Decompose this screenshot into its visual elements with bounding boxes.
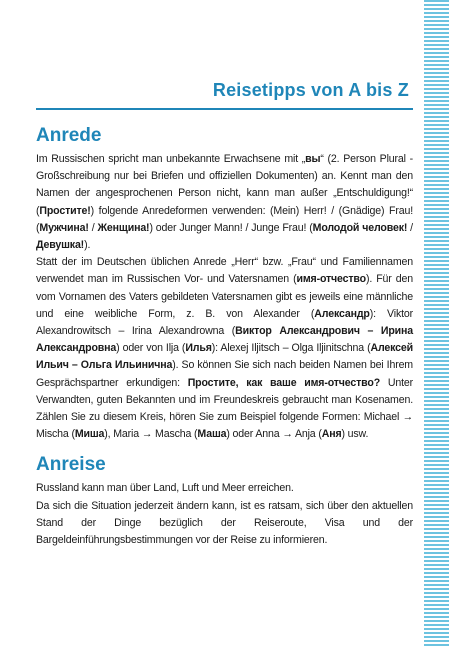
paragraph: Russland kann man über Land, Luft und Meer erreichen.	[36, 482, 294, 495]
page-title: Reisetipps von A bis Z	[212, 80, 409, 100]
title-divider	[36, 108, 413, 110]
paragraph: Im Russischen spricht man unbekannte Erwachsene mit „вы“ (2. Person Plural - Großschreibung nur bei Briefen und offiziellen Dokumenten) an. Kennt man den Namen der angesprochenen Person nicht, kann man außer „Entschuldigung!“ (Простите!) folgende Anredeformen verwenden: (Mein) Herr! / (Gnädige) Frau! (Мужчина! / Женщина!) oder Junger Mann! / Junge Frau! (Молодой человек! / Девушка!).	[36, 153, 413, 252]
russian-term: Молодой человек!	[312, 221, 408, 234]
russian-term: Простите, как ваше имя-отчество?	[187, 376, 381, 389]
russian-term: вы	[305, 153, 321, 165]
russian-term: Простите!	[39, 204, 91, 217]
russian-term: Женщина!	[97, 221, 150, 234]
russian-term: Виктор Александрович – Ирина Александровна	[36, 325, 413, 355]
paragraph: Da sich die Situation jederzeit ändern kann, ist es ratsam, sich über den aktuellen Stand der Dinge bezüglich der Reiseroute, Visa und der Bargeldeinführungsbestimmungen vor der Reise zu informieren.	[36, 499, 413, 547]
russian-term: Алексей Ильич – Ольга Ильинична	[36, 342, 413, 372]
russian-term: Илья	[185, 342, 212, 355]
russian-term: Маша	[197, 428, 227, 441]
page-content	[36, 118, 413, 549]
section-heading-anreise: Anreise	[36, 454, 106, 476]
russian-term: Александр	[314, 307, 370, 320]
russian-term: Девушка!	[36, 239, 85, 252]
russian-term: Мужчина!	[39, 221, 89, 234]
russian-term: Миша	[74, 428, 105, 441]
russian-term: Аня	[321, 428, 342, 441]
paragraph: Statt der im Deutschen üblichen Anrede „Herr“ bzw. „Frau“ und Familiennamen verwendet man im Russischen Vor- und Vatersnamen (имя-отчество). Für den vom Vornamen des Vaters gebildeten Vatersnamen gibt es jeweils eine männliche und eine weibliche Form, z. B. von Alexander (Александр): Viktor Alexandrowitsch – Irina Alexandrowna (Виктор Александрович – Ирина Александровна) oder von Ilja (Илья): Alexej Iljitsch – Olga Iljinitschna (Алексей Ильич – Ольга Ильинична). So können Sie sich nach beiden Namen bei Ihrem Gesprächspartner erkundigen: Простите, как ваше имя-отчество? Unter Verwandten, guten Bekannten und im Freundeskreis gebraucht man Kosenamen. Zählen Sie zu diesem Kreis, hören Sie zum Beispiel folgende Formen: Michael → Mischa (Миша), Maria → Mascha (Маша) oder Anna → Anja (Аня) usw.	[36, 256, 414, 441]
section-heading-anrede: Anrede	[36, 125, 102, 146]
decorative-stripe-bar	[424, 0, 449, 648]
russian-term: имя-отчество	[296, 273, 366, 286]
